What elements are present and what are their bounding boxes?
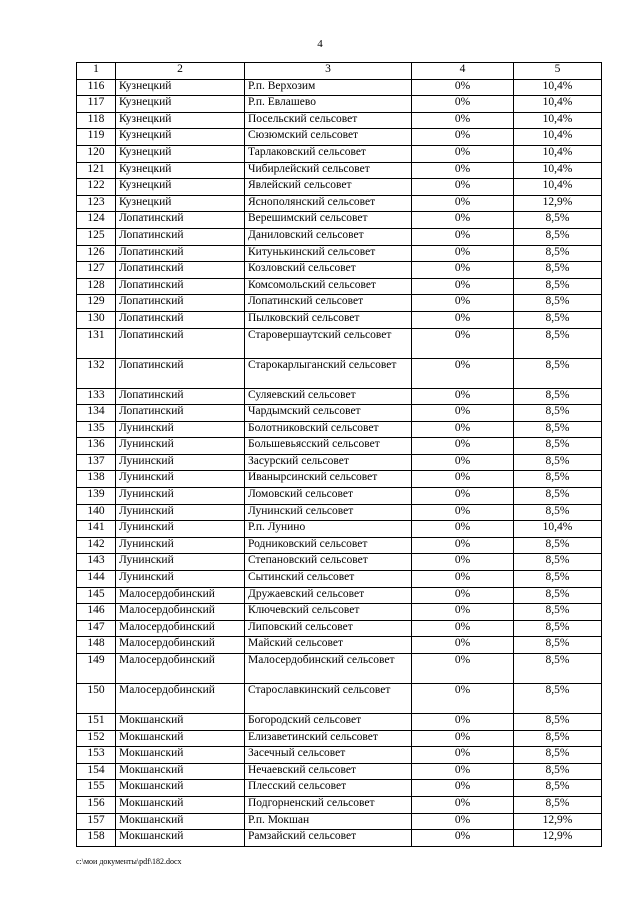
row-number-cell: 142 [77,537,116,554]
table-row [77,587,602,604]
rate-col5-cell: 8,5% [514,537,602,554]
table-row [77,245,602,262]
table-row [77,228,602,245]
municipality-cell: Родниковский сельсовет [245,537,412,554]
table-row [77,747,602,764]
district-cell: Лунинский [116,438,245,455]
rate-col5-cell: 8,5% [514,730,602,747]
municipality-cell: Малосердобинский сельсовет [245,654,412,684]
rate-col4-cell: 0% [412,278,514,295]
table-header-row [77,63,602,80]
rate-col5-cell: 8,5% [514,388,602,405]
municipality-cell: Засечный сельсовет [245,747,412,764]
table-row [77,162,602,179]
district-cell: Лунинский [116,488,245,505]
district-cell: Малосердобинский [116,684,245,714]
table-row [77,405,602,422]
rate-col4-cell: 0% [412,620,514,637]
district-cell: Лунинский [116,454,245,471]
table-row [77,637,602,654]
rate-col4-cell: 0% [412,438,514,455]
municipality-cell: Лопатинский сельсовет [245,295,412,312]
rate-col5-cell: 8,5% [514,471,602,488]
district-cell: Кузнецкий [116,145,245,162]
row-number-cell: 118 [77,112,116,129]
district-cell: Малосердобинский [116,604,245,621]
row-number-cell: 158 [77,830,116,847]
district-cell: Лунинский [116,571,245,588]
column-header: 4 [412,63,514,80]
rate-col4-cell: 0% [412,684,514,714]
table-row [77,421,602,438]
rate-col4-cell: 0% [412,604,514,621]
rate-col4-cell: 0% [412,328,514,358]
municipality-cell: Иванырсинский сельсовет [245,471,412,488]
rate-col5-cell: 8,5% [514,245,602,262]
rate-col5-cell: 8,5% [514,571,602,588]
table-row [77,195,602,212]
district-cell: Лопатинский [116,388,245,405]
rate-col5-cell: 8,5% [514,554,602,571]
rate-col5-cell: 8,5% [514,763,602,780]
municipality-cell: Болотниковский сельсовет [245,421,412,438]
rate-col5-cell: 8,5% [514,358,602,388]
district-cell: Лунинский [116,421,245,438]
table-row [77,730,602,747]
table-row [77,262,602,279]
municipality-cell: Р.п. Мокшан [245,813,412,830]
municipality-cell: Чардымский сельсовет [245,405,412,422]
municipality-cell: Суляевский сельсовет [245,388,412,405]
rate-col4-cell: 0% [412,358,514,388]
rate-col4-cell: 0% [412,813,514,830]
rate-col4-cell: 0% [412,637,514,654]
rate-col4-cell: 0% [412,587,514,604]
municipality-cell: Елизаветинский сельсовет [245,730,412,747]
municipality-cell: Большевьясский сельсовет [245,438,412,455]
table-row [77,179,602,196]
row-number-cell: 155 [77,780,116,797]
rate-col5-cell: 8,5% [514,328,602,358]
district-cell: Кузнецкий [116,96,245,113]
column-header: 2 [116,63,245,80]
district-cell: Лопатинский [116,405,245,422]
district-cell: Малосердобинский [116,620,245,637]
rate-col4-cell: 0% [412,747,514,764]
municipality-cell: Майский сельсовет [245,637,412,654]
table-row [77,654,602,684]
rate-col5-cell: 8,5% [514,421,602,438]
district-cell: Лопатинский [116,228,245,245]
rate-col5-cell: 8,5% [514,587,602,604]
row-number-cell: 145 [77,587,116,604]
column-header: 1 [77,63,116,80]
row-number-cell: 157 [77,813,116,830]
municipality-cell: Р.п. Евлашево [245,96,412,113]
rate-col4-cell: 0% [412,554,514,571]
row-number-cell: 121 [77,162,116,179]
table-row [77,112,602,129]
district-cell: Малосердобинский [116,654,245,684]
rate-col4-cell: 0% [412,571,514,588]
rate-col5-cell: 8,5% [514,620,602,637]
municipality-cell: Липовский сельсовет [245,620,412,637]
municipality-cell: Козловский сельсовет [245,262,412,279]
rate-col5-cell: 8,5% [514,488,602,505]
table-row [77,96,602,113]
row-number-cell: 153 [77,747,116,764]
rate-col4-cell: 0% [412,780,514,797]
district-cell: Малосердобинский [116,587,245,604]
table-row [77,554,602,571]
district-cell: Лунинский [116,471,245,488]
row-number-cell: 137 [77,454,116,471]
municipality-cell: Нечаевский сельсовет [245,763,412,780]
row-number-cell: 134 [77,405,116,422]
rate-col4-cell: 0% [412,179,514,196]
municipality-cell: Тарлаковский сельсовет [245,145,412,162]
row-number-cell: 117 [77,96,116,113]
rate-col5-cell: 10,4% [514,521,602,538]
rate-col4-cell: 0% [412,521,514,538]
table-row [77,604,602,621]
table-row [77,504,602,521]
rate-col5-cell: 8,5% [514,295,602,312]
row-number-cell: 150 [77,684,116,714]
rate-col5-cell: 10,4% [514,79,602,96]
table-row [77,129,602,146]
rate-col5-cell: 8,5% [514,604,602,621]
municipality-cell: Ключевский сельсовет [245,604,412,621]
rate-col5-cell: 8,5% [514,228,602,245]
column-header: 5 [514,63,602,80]
row-number-cell: 135 [77,421,116,438]
rate-col4-cell: 0% [412,654,514,684]
row-number-cell: 144 [77,571,116,588]
table-row [77,571,602,588]
table-row [77,358,602,388]
municipality-cell: Старовершаутский сельсовет [245,328,412,358]
rate-col4-cell: 0% [412,228,514,245]
rate-col5-cell: 10,4% [514,145,602,162]
rate-col5-cell: 10,4% [514,129,602,146]
rate-col4-cell: 0% [412,421,514,438]
table-row [77,521,602,538]
rate-col4-cell: 0% [412,504,514,521]
rate-col4-cell: 0% [412,471,514,488]
district-cell: Лунинский [116,504,245,521]
rate-col5-cell: 8,5% [514,405,602,422]
rate-col5-cell: 10,4% [514,179,602,196]
data-table [76,62,602,847]
table-row [77,328,602,358]
district-cell: Кузнецкий [116,179,245,196]
table-row [77,714,602,731]
municipality-cell: Посельский сельсовет [245,112,412,129]
table-row [77,796,602,813]
rate-col5-cell: 8,5% [514,780,602,797]
district-cell: Малосердобинский [116,637,245,654]
municipality-cell: Рамзайский сельсовет [245,830,412,847]
district-cell: Кузнецкий [116,79,245,96]
municipality-cell: Сюзюмский сельсовет [245,129,412,146]
district-cell: Мокшанский [116,813,245,830]
municipality-cell: Яснополянский сельсовет [245,195,412,212]
rate-col4-cell: 0% [412,311,514,328]
table-row [77,488,602,505]
row-number-cell: 132 [77,358,116,388]
row-number-cell: 122 [77,179,116,196]
row-number-cell: 119 [77,129,116,146]
rate-col5-cell: 8,5% [514,654,602,684]
table-row [77,537,602,554]
rate-col4-cell: 0% [412,388,514,405]
municipality-cell: Степановский сельсовет [245,554,412,571]
row-number-cell: 136 [77,438,116,455]
rate-col5-cell: 8,5% [514,684,602,714]
rate-col5-cell: 8,5% [514,262,602,279]
rate-col4-cell: 0% [412,796,514,813]
rate-col5-cell: 12,9% [514,830,602,847]
district-cell: Лопатинский [116,295,245,312]
rate-col5-cell: 10,4% [514,112,602,129]
rate-col4-cell: 0% [412,79,514,96]
municipality-cell: Явлейский сельсовет [245,179,412,196]
rate-col5-cell: 8,5% [514,212,602,229]
municipality-cell: Лунинский сельсовет [245,504,412,521]
row-number-cell: 129 [77,295,116,312]
rate-col4-cell: 0% [412,730,514,747]
district-cell: Мокшанский [116,763,245,780]
district-cell: Лунинский [116,554,245,571]
rate-col4-cell: 0% [412,195,514,212]
district-cell: Кузнецкий [116,129,245,146]
rate-col4-cell: 0% [412,537,514,554]
district-cell: Лопатинский [116,212,245,229]
district-cell: Мокшанский [116,796,245,813]
rate-col4-cell: 0% [412,830,514,847]
municipality-cell: Комсомольский сельсовет [245,278,412,295]
rate-col5-cell: 8,5% [514,278,602,295]
district-cell: Лопатинский [116,358,245,388]
row-number-cell: 147 [77,620,116,637]
district-cell: Кузнецкий [116,162,245,179]
table-row [77,471,602,488]
rate-col5-cell: 8,5% [514,311,602,328]
table-row [77,620,602,637]
rate-col4-cell: 0% [412,714,514,731]
row-number-cell: 130 [77,311,116,328]
municipality-cell: Даниловский сельсовет [245,228,412,245]
table-row [77,830,602,847]
municipality-cell: Сытинский сельсовет [245,571,412,588]
rate-col5-cell: 8,5% [514,747,602,764]
rate-col5-cell: 10,4% [514,162,602,179]
rate-col5-cell: 8,5% [514,637,602,654]
row-number-cell: 126 [77,245,116,262]
district-cell: Лунинский [116,537,245,554]
table-row [77,145,602,162]
district-cell: Лопатинский [116,245,245,262]
municipality-cell: Подгорненский сельсовет [245,796,412,813]
municipality-cell: Ломовский сельсовет [245,488,412,505]
table-row [77,278,602,295]
rate-col5-cell: 8,5% [514,796,602,813]
rate-col4-cell: 0% [412,488,514,505]
row-number-cell: 148 [77,637,116,654]
municipality-cell: Чибирлейский сельсовет [245,162,412,179]
municipality-cell: Р.п. Лунино [245,521,412,538]
rate-col4-cell: 0% [412,405,514,422]
row-number-cell: 146 [77,604,116,621]
municipality-cell: Засурский сельсовет [245,454,412,471]
row-number-cell: 138 [77,471,116,488]
row-number-cell: 128 [77,278,116,295]
rate-col4-cell: 0% [412,245,514,262]
district-cell: Мокшанский [116,747,245,764]
municipality-cell: Богородский сельсовет [245,714,412,731]
rate-col4-cell: 0% [412,145,514,162]
rate-col4-cell: 0% [412,112,514,129]
table-row [77,388,602,405]
row-number-cell: 141 [77,521,116,538]
row-number-cell: 123 [77,195,116,212]
district-cell: Кузнецкий [116,112,245,129]
district-cell: Кузнецкий [116,195,245,212]
district-cell: Мокшанский [116,830,245,847]
row-number-cell: 139 [77,488,116,505]
municipality-cell: Китунькинский сельсовет [245,245,412,262]
rate-col4-cell: 0% [412,96,514,113]
table-row [77,311,602,328]
row-number-cell: 143 [77,554,116,571]
row-number-cell: 131 [77,328,116,358]
row-number-cell: 124 [77,212,116,229]
municipality-cell: Старокарлыганский сельсовет [245,358,412,388]
table-row [77,684,602,714]
table-row [77,813,602,830]
footer-file-path: c:\мои документы\pdf\182.docx [76,857,182,866]
municipality-cell: Пылковский сельсовет [245,311,412,328]
rate-col5-cell: 12,9% [514,195,602,212]
row-number-cell: 152 [77,730,116,747]
rate-col5-cell: 8,5% [514,454,602,471]
municipality-cell: Старославкинский сельсовет [245,684,412,714]
column-header: 3 [245,63,412,80]
rate-col5-cell: 8,5% [514,504,602,521]
municipality-cell: Дружаевский сельсовет [245,587,412,604]
row-number-cell: 116 [77,79,116,96]
municipality-cell: Верешимский сельсовет [245,212,412,229]
row-number-cell: 127 [77,262,116,279]
rate-col4-cell: 0% [412,763,514,780]
rate-col5-cell: 8,5% [514,714,602,731]
municipality-cell: Плесский сельсовет [245,780,412,797]
table-row [77,763,602,780]
district-cell: Мокшанский [116,714,245,731]
rate-col5-cell: 12,9% [514,813,602,830]
district-cell: Мокшанский [116,780,245,797]
rate-col4-cell: 0% [412,162,514,179]
rate-col5-cell: 8,5% [514,438,602,455]
rate-col4-cell: 0% [412,262,514,279]
table-row [77,454,602,471]
rate-col4-cell: 0% [412,212,514,229]
table-row [77,780,602,797]
district-cell: Лопатинский [116,328,245,358]
table-row [77,295,602,312]
rate-col5-cell: 10,4% [514,96,602,113]
district-cell: Лопатинский [116,262,245,279]
page-number: 4 [317,38,323,50]
row-number-cell: 154 [77,763,116,780]
table-row [77,212,602,229]
district-cell: Мокшанский [116,730,245,747]
table-row [77,79,602,96]
district-cell: Лопатинский [116,278,245,295]
row-number-cell: 151 [77,714,116,731]
rate-col4-cell: 0% [412,454,514,471]
district-cell: Лопатинский [116,311,245,328]
rate-col4-cell: 0% [412,129,514,146]
row-number-cell: 140 [77,504,116,521]
municipality-cell: Р.п. Верхозим [245,79,412,96]
row-number-cell: 133 [77,388,116,405]
table-row [77,438,602,455]
district-cell: Лунинский [116,521,245,538]
row-number-cell: 125 [77,228,116,245]
rate-col4-cell: 0% [412,295,514,312]
row-number-cell: 156 [77,796,116,813]
row-number-cell: 120 [77,145,116,162]
row-number-cell: 149 [77,654,116,684]
